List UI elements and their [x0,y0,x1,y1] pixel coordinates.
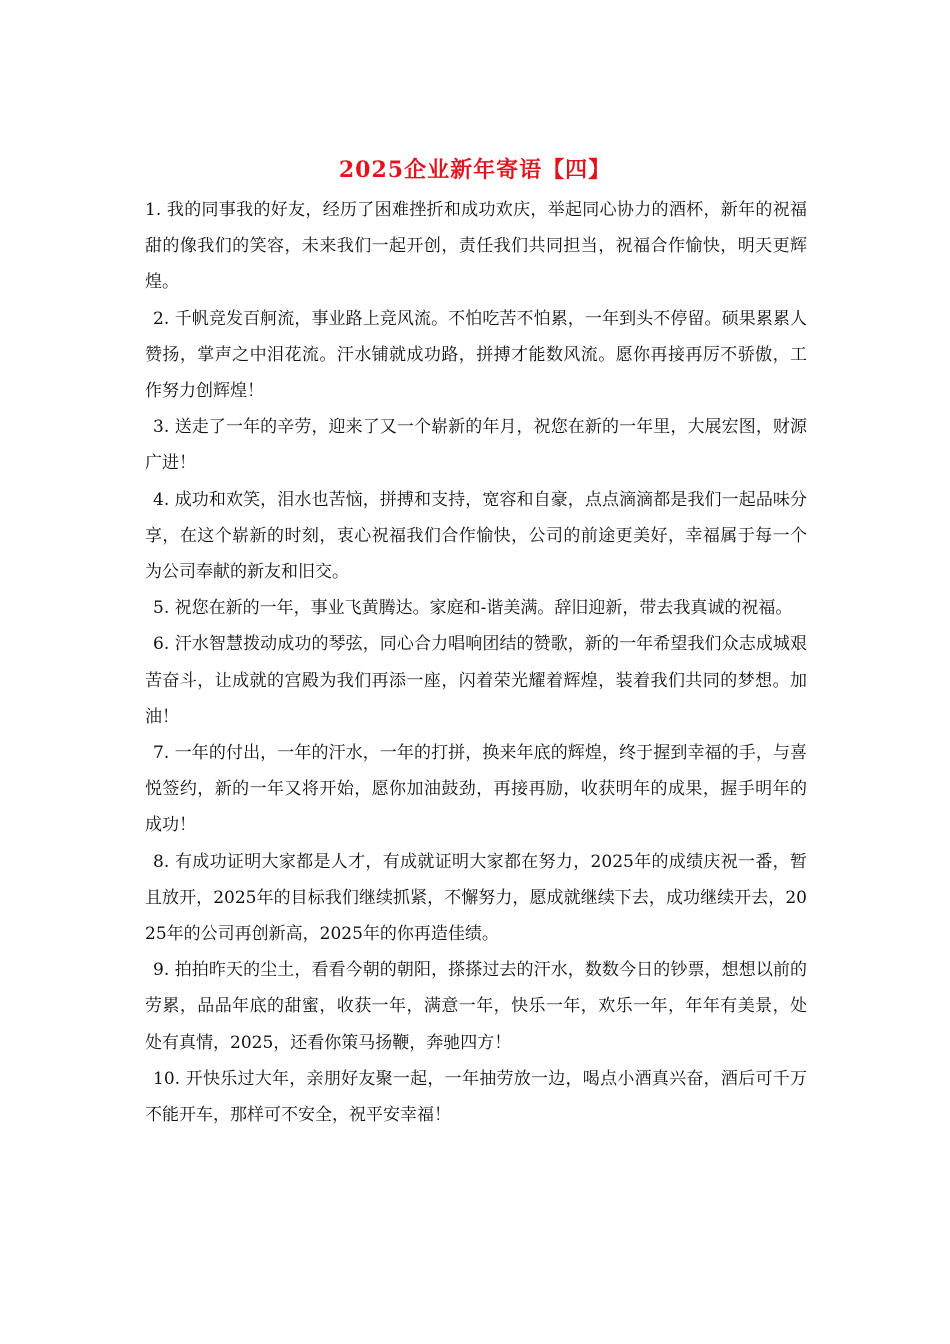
paragraph-5: 5. 祝您在新的一年，事业飞黄腾达。家庭和-谐美满。辞旧迎新，带去我真诚的祝福。 [153,598,793,619]
paragraph-1: 1. 我的同事我的好友，经历了困难挫折和成功欢庆，举起同心协力的酒杯，新年的祝福甜的像我们的笑容，未来我们一起开创，责任我们共同担当，祝福合作愉快，明天更辉煌。 [145,200,807,293]
paragraph-6: 6. 汗水智慧拨动成功的琴弦，同心合力唱响团结的赞歌，新的一年希望我们众志成城艰苦奋斗，让成就的宫殿为我们再添一座，闪着荣光耀着辉煌，装着我们共同的梦想。加油！ [145,634,807,727]
page-title: 2025企业新年寄语【四】 [338,157,612,183]
document-body [145,192,807,1133]
paragraph-2: 2. 千帆竞发百舸流，事业路上竞风流。不怕吃苦不怕累，一年到头不停留。硕果累累人赞扬，掌声之中泪花流。汗水铺就成功路，拼搏才能数风流。愿你再接再厉不骄傲，工作努力创辉煌！ [145,308,807,402]
paragraph-9: 9. 拍拍昨天的尘土，看看今朝的朝阳，搽搽过去的汗水，数数今日的钞票，想想以前的劳累，品品年底的甜蜜，收获一年，满意一年，快乐一年，欢乐一年，年年有美景，处处有真情，2025，还看你策马扬鞭，奔驰四方！ [145,960,807,1053]
paragraph-10: 10. 开快乐过大年，亲朋好友聚一起，一年抽劳放一边，喝点小酒真兴奋，酒后可千万不能开车，那样可不安全，祝平安幸福！ [145,1068,807,1126]
paragraph-3: 3. 送走了一年的辛劳，迎来了又一个崭新的年月，祝您在新的一年里，大展宏图，财源广进！ [145,417,807,474]
paragraph-8: 8. 有成功证明大家都是人才，有成就证明大家都在努力，2025年的成绩庆祝一番，暂且放开，2025年的目标我们继续抓紧，不懈努力，愿成就继续下去，成功继续开去，2025年的公司再创新高，2025年的你再造佳绩。 [145,851,807,945]
paragraph-7: 7. 一年的付出，一年的汗水，一年的打拼，换来年底的辉煌，终于握到幸福的手，与喜悦签约，新的一年又将开始，愿你加油鼓劲，再接再励，收获明年的成果，握手明年的成功！ [145,743,807,836]
paragraph-4: 4. 成功和欢笑，泪水也苦恼，拼搏和支持，宽容和自豪，点点滴滴都是我们一起品味分享，在这个崭新的时刻，衷心祝福我们合作愉快，公司的前途更美好，幸福属于每一个为公司奉献的新友和旧交。 [145,489,807,583]
